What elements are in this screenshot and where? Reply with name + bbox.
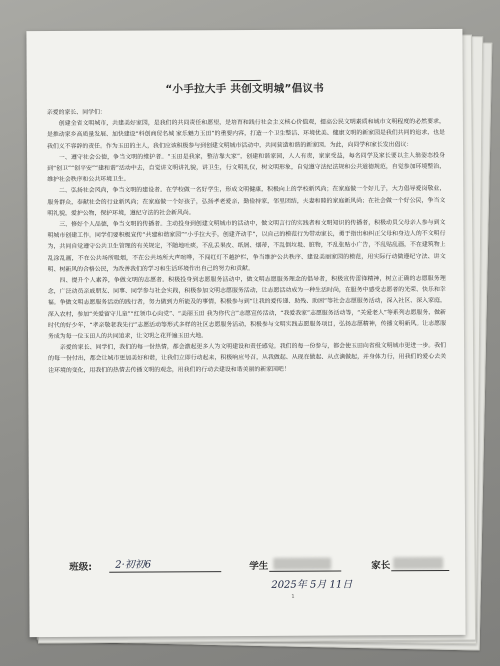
paragraph-closing: 亲爱的家长、同学们，我们的每一份热情，都会激起更多人为文明建设和责任感觉。我们的每一份参与，都会使玉田向省级文明城市更进一步。我们的每一份付出，都会让城市更加美好和谐，让我们立即行动起来，积极响应号召，从我做起、从现在做起、从点滴做起，并身体力行，用我们的爱心去关注环境的变化，用我们的热情去传播文明的观念，用我们的行动去建设和谐美丽的新家园吧！ xyxy=(48,343,447,374)
salutation: 亲爱的家长、同学们： xyxy=(46,109,106,117)
paragraph-4: 四、提升个人素养，争做文明的志愿者。积极投身到志愿服务活动中，做文明志愿服务理念的倡导者，积极宣传雷锋精神，树立正确的志愿服务理念，广泛动员亲戚朋友、同事、同学参与社会实践，积极参加文明志愿服务活动，让志愿活动成为一种生活时尚，在服务中感受志愿者的光荣、快乐和幸福。争做文明志愿服务活动的践行者，努力做到力所能及的事情，积极参与到“让我的爱传递、助残、助困”等社会志愿服务活动，深入社区、深入家庭，深入农村，参加“关爱留守儿童”“红领巾心向党”、“美丽玉田 我为你代言”志愿宣传活动，“我爱我家”志愿服务活动等，“关爱老人”等系列志愿服务，做新时代的好少年，“孝亲敬老我先行”志愿活动等形式多样的社区志愿服务活动，积极参与文明实践志愿服务项目，弘扬志愿精神，传播文明新风。让志愿服务成为每一位玉田人的共同追求，让文明之花开遍玉田大地。 xyxy=(47,276,446,341)
parent-name-redacted xyxy=(393,557,443,569)
proposal-letter-page xyxy=(26,29,465,637)
paragraph-intro: 创建全省文明城市，共建美好家园，是我们的共同责任和愿望，是培育和践行社会主义核心价值观，提高公民文明素质和城市文明程度的必然要求，是推动家乡高质量发展、加快建设“科创商贸名城 家乐魅力玉田”的重要内容，打造一个卫生整洁、环境优美、健康文明的新家园是我们共同的追求，也是我们义不容辞的责任。作为玉田的主人，我们应该积极参与到创建文明城市活动中，共同营造和谐的新家园。为此，向同学和家长发出倡议： xyxy=(46,119,445,150)
document-title: “小手拉大手 共创文明城”倡议书 xyxy=(165,82,325,96)
parent-underline xyxy=(391,570,449,571)
class-label: 班级: xyxy=(69,561,93,573)
paragraph-2: 二、弘扬社会风尚，争当文明的建设者。在学校做一名好学生，形成文明健康，积极向上的学校新风尚；在家庭做一个好儿子，大力倡导爱岗敬业，服务群众，奉献社会的行业新风尚；在家庭做一个好孩子，弘扬孝老爱亲，勤俭持家，邻里团结，夫妻和睦的家庭新风尚；在社会做一个好公民，争当文明礼貌，爱护公物，保护环境，遵纪守法的社会新风尚。 xyxy=(47,186,446,217)
parent-label: 家长 xyxy=(371,560,391,572)
student-name-redacted xyxy=(273,558,331,570)
student-label: 学生 xyxy=(249,560,269,572)
page-number: 1 xyxy=(291,593,295,600)
class-value-handwritten: 2·初初6 xyxy=(115,559,152,571)
letter-body xyxy=(47,106,446,377)
class-underline xyxy=(109,571,221,573)
paragraph-3: 三、修好个人品德，争当文明的传播者。主动投身到创建文明城市的活动中，做文明言行的实践者和文明知识的传播者，积极动员父母亲人参与到文明城市创建工作。同学们要积极宣传“共建和谐家园”“小手拉大手，创建齐动手”，以自己的模范行为带动家长，勇于指出和纠正父母和身边人的不文明行为，共同自觉遵守公共卫生管理的有关规定，不随地吐痰，不乱丢果皮、纸屑、烟蒂，不乱倒垃圾、脏物，不乱张贴小广告，不乱贴乱画，不在建筑物上乱涂乱画，不在公共场所吸烟，不在公共场所大声喧哗，不闯红灯不越护栏，争当维护公共秩序、建设美丽家园的模范，用实际行动做遵纪守法、讲文明、树新风的合格公民，为改善我们的学习和生活环境作出自己的努力和贡献。 xyxy=(47,219,446,273)
date-handwritten: 2025年 5月 11日 xyxy=(271,579,353,591)
paragraph-1: 一、遵守社会公德，争当文明的维护者。“玉田是我家，整洁靠大家”，创建和谐家园，人人有责，家家受益，每名同学及家长要以主人翁姿态投身到“创卫”“创平安”“建和谐”活动中去，自觉讲文明讲礼貌，讲卫生，行文明礼仪，树文明形象，自觉遵守法纪法规和公共道德规范，自觉参加环境整治，维护社会秩序和公共环境卫生。 xyxy=(47,152,446,184)
signature-footer xyxy=(69,557,449,603)
student-underline xyxy=(269,571,341,572)
